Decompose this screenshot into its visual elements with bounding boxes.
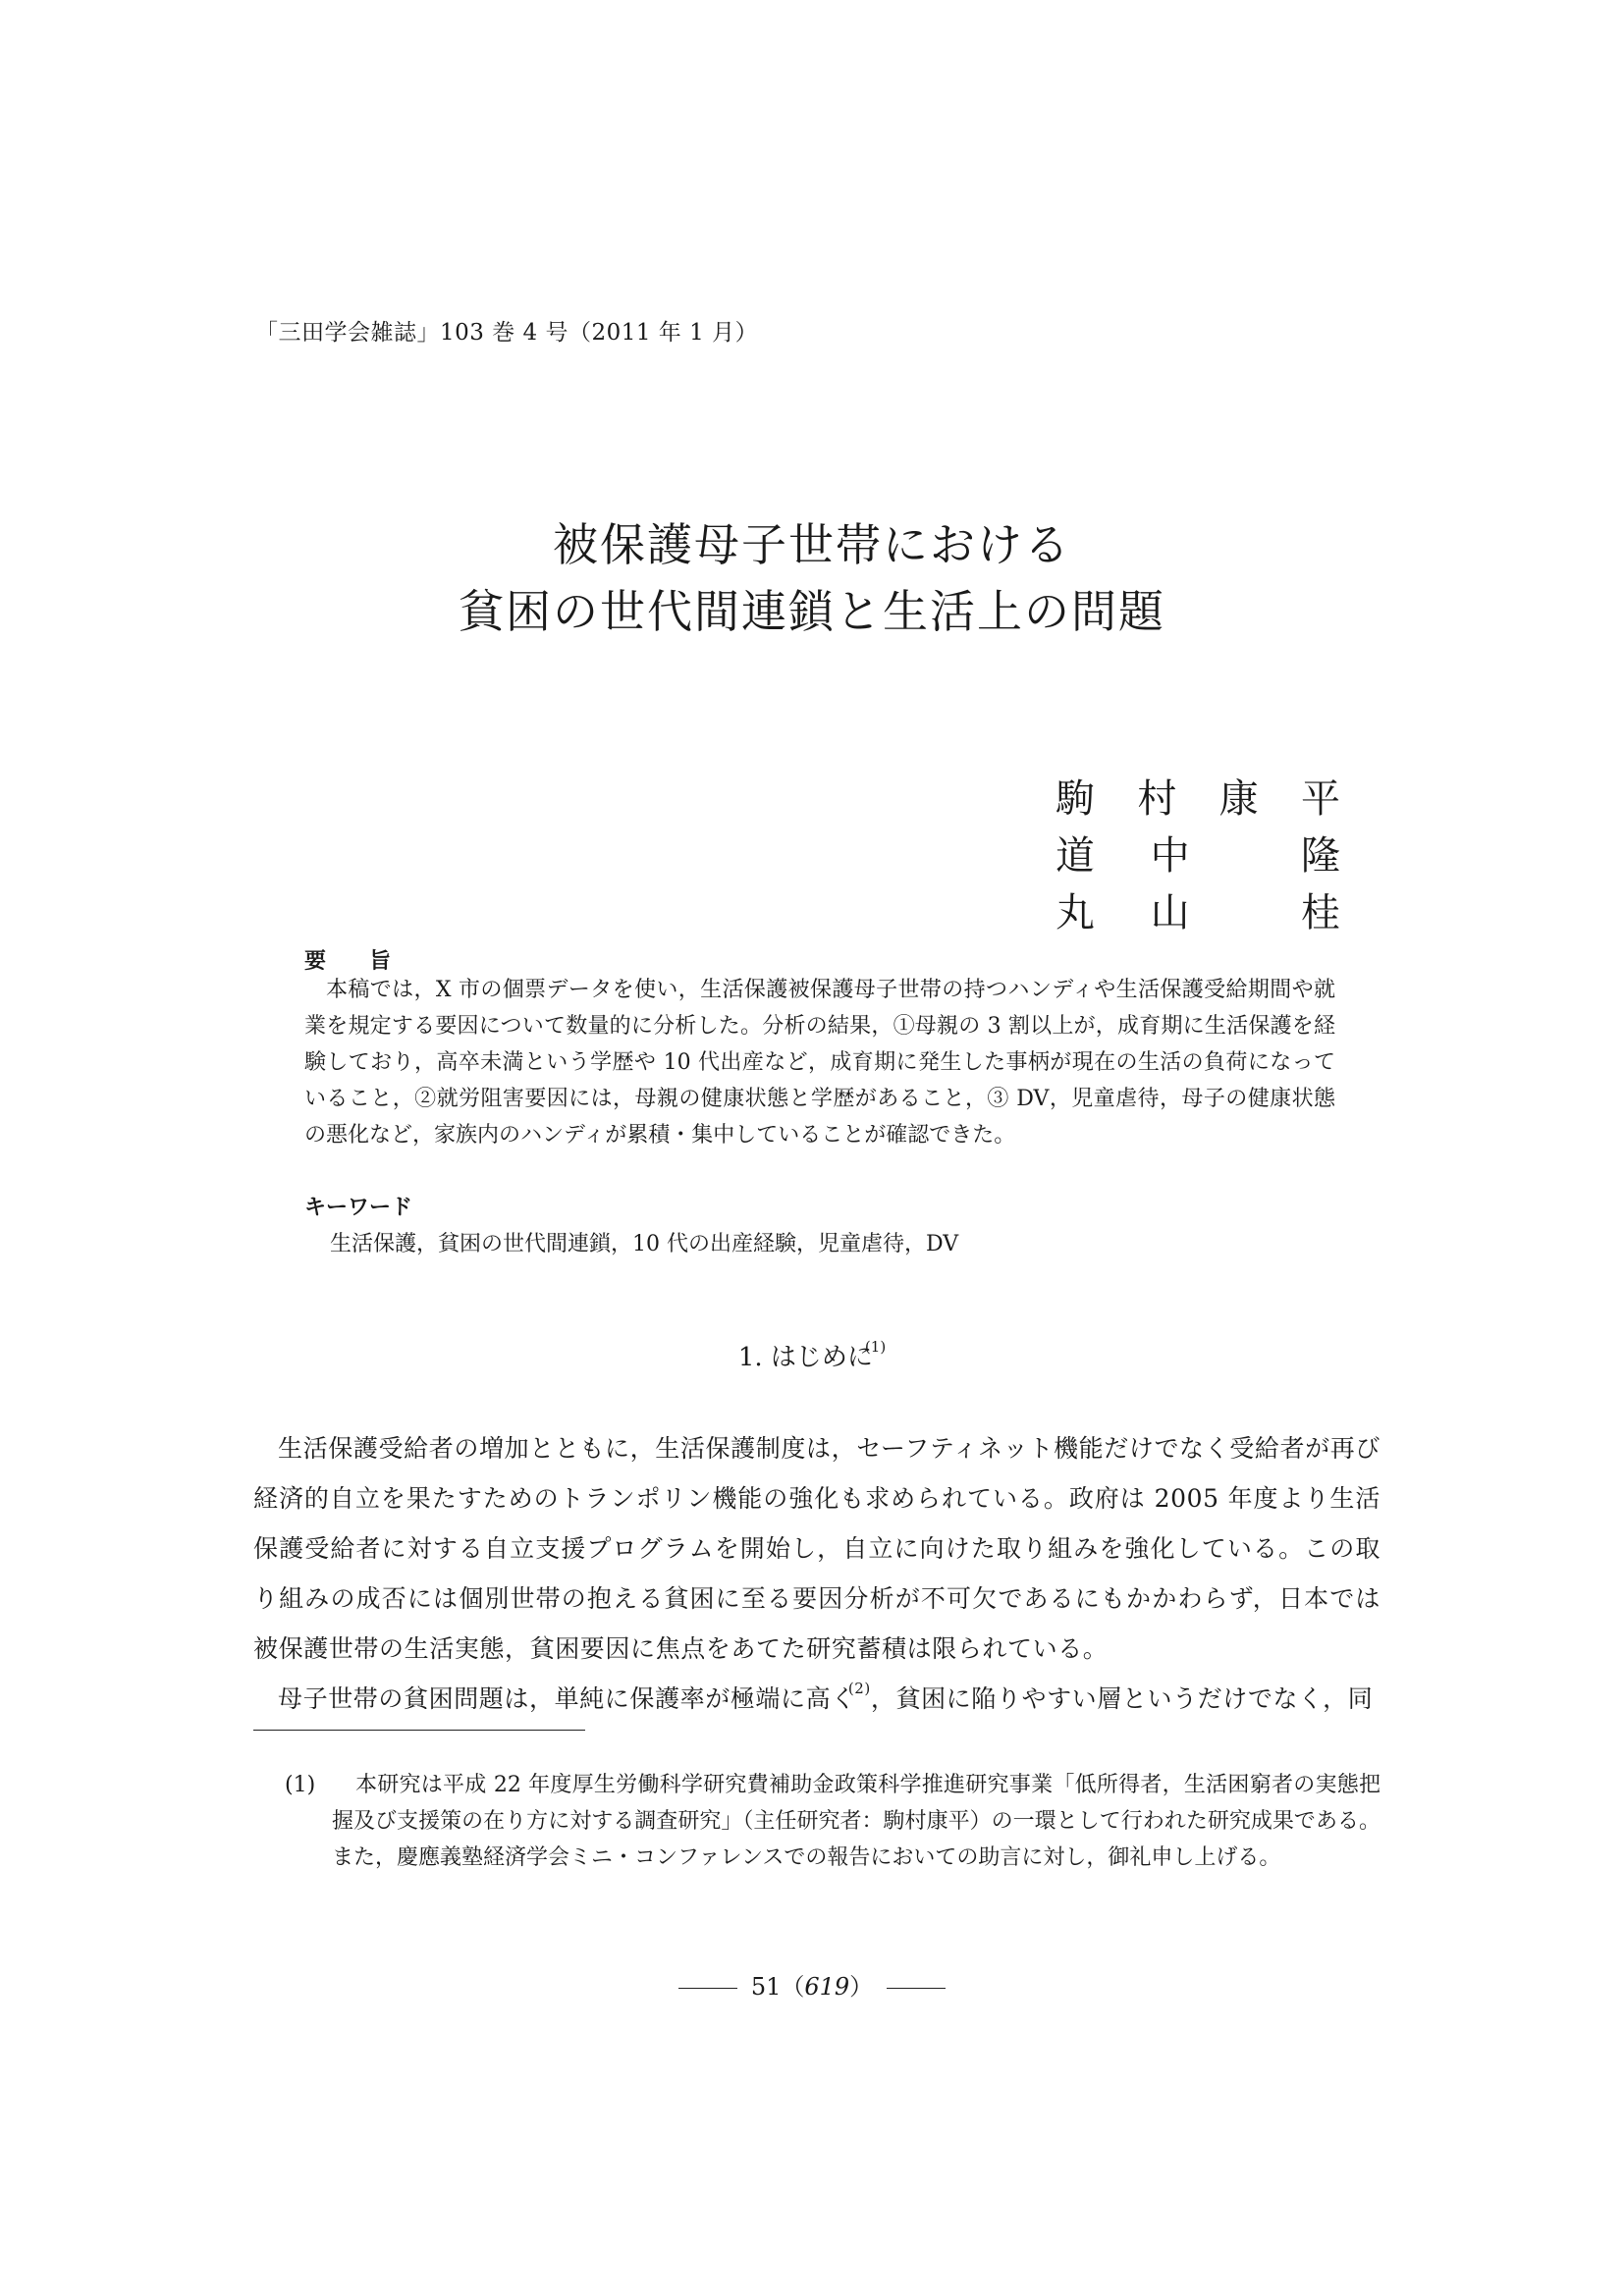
keywords-heading: キーワード xyxy=(304,1196,413,1220)
journal-page-number: 619 xyxy=(804,1973,850,2001)
section-heading xyxy=(0,1337,1624,1373)
footnote-1 xyxy=(285,1767,1380,1876)
main-text xyxy=(253,1423,1380,1728)
author-char: 平 xyxy=(1300,776,1340,822)
page-number: 51 xyxy=(750,1973,782,2001)
footer-dash-left xyxy=(678,1988,737,1989)
author-list xyxy=(1056,771,1340,941)
author-char: 桂 xyxy=(1300,890,1340,935)
journal-citation: 「三田学会雑誌」103 巻 4 号（2011 年 1 月） xyxy=(255,320,759,346)
footnote-ref-1[interactable]: (1) xyxy=(864,1338,887,1356)
main-paragraph-1: 生活保護受給者の増加とともに，生活保護制度は，セーフティネット機能だけでなく受給者が再び経済的自立を果たすためのトランポリン機能の強化も求められている。政府は 2005 年度より生活保護受給者に対する自立支援プログラムを開始し，自立に向けた取り組みを強化している。この取り組みの成否には個別世帯の抱える貧困に至る要因分析が不可欠であるにもかかわらず，日本では被保護世帯の生活実態，貧困要因に焦点をあてた研究蓄積は限られている。 xyxy=(253,1434,1380,1663)
author-row xyxy=(1056,771,1340,828)
author-char: 中 xyxy=(1150,833,1190,879)
footnote-text: 本研究は平成 22 年度厚生労働科学研究費補助金政策科学推進研究事業「低所得者，生活困窮者の実態把握及び支援策の在り方に対する調査研究」（主任研究者：駒村康平）の一環として行われた研究成果である。また，慶應義塾経済学会ミニ・コンファレンスでの報告においての助言に対し，御礼申し上げる。 xyxy=(332,1773,1380,1870)
main-paragraph-2-a: 母子世帯の貧困問題は，単純に保護率が極端に高く xyxy=(278,1684,856,1713)
author-char: 駒 xyxy=(1056,776,1095,822)
paper-title-line-1: 被保護母子世帯における xyxy=(553,518,1071,571)
author-row xyxy=(1056,884,1340,941)
page-footer: 51（619） xyxy=(0,1967,1624,2002)
author-char: 山 xyxy=(1150,890,1190,935)
author-char: 隆 xyxy=(1300,833,1340,879)
footnote-divider xyxy=(253,1730,585,1731)
main-paragraph-2-b: ，貧困に陥りやすい層というだけでなく，同 xyxy=(870,1684,1374,1713)
main-paragraph-2 xyxy=(253,1674,1380,1728)
footer-dash-right xyxy=(887,1988,946,1989)
footnote-ref-2[interactable]: (2) xyxy=(847,1680,871,1697)
footnote-number: (1) xyxy=(285,1773,316,1797)
author-char: 丸 xyxy=(1056,890,1095,935)
author-row xyxy=(1056,828,1340,884)
author-char: 道 xyxy=(1056,833,1095,879)
section-title: はじめに xyxy=(770,1343,873,1372)
section-number: 1. xyxy=(737,1343,763,1372)
author-char: 村 xyxy=(1137,776,1177,822)
keywords-body: 生活保護，貧困の世代間連鎖，10 代の出産経験，児童虐待，DV xyxy=(330,1232,959,1256)
paper-title-line-2: 貧困の世代間連鎖と生活上の問題 xyxy=(459,585,1165,638)
abstract-body: 本稿では，X 市の個票データを使い，生活保護被保護母子世帯の持つハンディや生活保護受給期間や就業を規定する要因について数量的に分析した。分析の結果，①母親の 3 割以上が，成育期に生活保護を経験しており，高卒未満という学歴や 10 代出産など，成育期に発生した事柄が現在の生活の負荷になっていること，②就労阻害要因には，母親の健康状態と学歴があること，③ DV，児童虐待，母子の健康状態の悪化など，家族内のハンディが累積・集中していることが確認できた。 xyxy=(304,978,1336,1148)
author-char: 康 xyxy=(1218,776,1259,822)
abstract-heading: 要 旨 xyxy=(304,949,392,974)
